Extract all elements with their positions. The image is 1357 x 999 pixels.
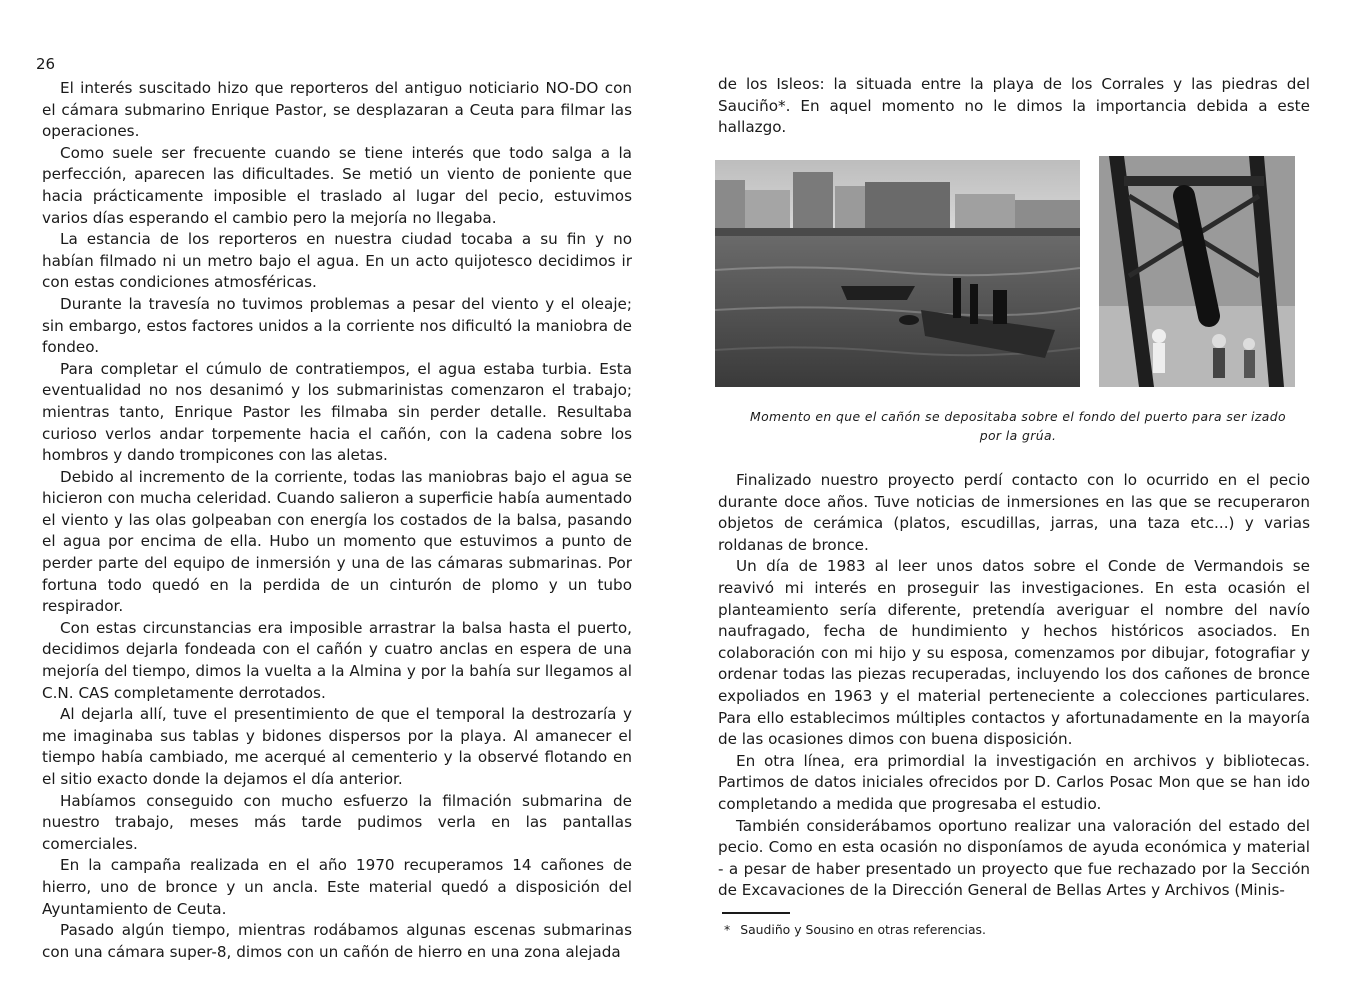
footnote-rule <box>722 912 790 914</box>
paragraph: Pasado algún tiempo, mientras rodábamos algunas escenas submarinas con una cámara super-8, dimos con un cañón de hierro en una zona alejada <box>42 921 632 961</box>
left-page <box>0 0 678 999</box>
harbor-photo <box>715 160 1080 387</box>
right-bottom-text <box>718 470 1310 902</box>
page-number: 26 <box>36 55 56 73</box>
footnote-mark: * <box>724 922 731 937</box>
paragraph: En otra línea, era primordial la investigación en archivos y bibliotecas. Partimos de datos iniciales ofrecidos por D. Carlos Posac Mon que se han ido completando a medida que progresaba el estudio. <box>718 751 1310 813</box>
right-top-text <box>718 74 1310 139</box>
right-page <box>678 0 1357 999</box>
paragraph: La estancia de los reporteros en nuestra ciudad tocaba a su fin y no habían filmado ni un metro bajo el agua. En un acto quijotesco decidimos ir con estas condiciones atmosféricas. <box>42 230 632 292</box>
footnote-text: Saudiño y Sousino en otras referencias. <box>740 922 986 937</box>
paragraph: Con estas circunstancias era imposible arrastrar la balsa hasta el puerto, decidimos dejarla fondeada con el cañón y cuatro anclas en espera de una mejoría del tiempo, dimos la vuelta a la Almina y por la bahía sur llegamos al C.N. CAS completamente derrotados. <box>42 618 632 702</box>
paragraph: Un día de 1983 al leer unos datos sobre el Conde de Vermandois se reavivó mi interés en proseguir las investigaciones. En esta ocasión el planteamiento sería diferente, pretendía averiguar el nombre del navío naufragado, fecha de hundimiento y hechos históricos asociados. En colaboración con mi hijo y su esposa, comenzamos por dibujar, fotografiar y ordenar todas las piezas recuperadas, incluyendo los dos cañones de bronce expoliados en 1963 y el material perteneciente a colecciones particulares. Para ello establecimos múltiples contactos y afortunadamente en la mayoría de las ocasiones dimos con buena disposición. <box>718 557 1310 749</box>
paragraph: Para completar el cúmulo de contratiempos, el agua estaba turbia. Esta eventualidad no nos desanimó y los submarinistas comenzaron el trabajo; mientras tanto, Enrique Pastor les filmaba sin perder detalle. Resultaba curioso verlos andar torpemente hacia el cañón, con la cadena sobre los hombros y dando trompicones con las aletas. <box>42 359 632 465</box>
paragraph: Al dejarla allí, tuve el presentimiento de que el temporal la destrozaría y me imaginaba sus tablas y bidones dispersos por la playa. Al amanecer el tiempo había cambiado, me acerqué al cementerio y la observé flotando en el sitio exacto donde la dejamos el día anterior. <box>42 705 632 788</box>
crane-photo <box>1099 156 1295 387</box>
paragraph: Durante la travesía no tuvimos problemas a pesar del viento y el oleaje; sin embargo, estos factores unidos a la corriente nos dificultó la maniobra de fondeo. <box>42 294 632 357</box>
paragraph: También considerábamos oportuno realizar una valoración del estado del pecio. Como en esta ocasión no disponíamos de ayuda económica y material - a pesar de haber presentado un proyecto que fue rechazado por la Sección de Excavaciones de la Dirección General de Bellas Artes y Archivos (Minis- <box>718 816 1310 900</box>
paragraph: En la campaña realizada en el año 1970 recuperamos 14 cañones de hierro, uno de bronce y un ancla. Este material quedó a disposición del Ayuntamiento de Ceuta. <box>42 856 632 918</box>
paragraph: Habíamos conseguido con mucho esfuerzo la filmación submarina de nuestro trabajo, meses más tarde pudimos verla en las pantallas comerciales. <box>42 791 632 853</box>
paragraph: Como suele ser frecuente cuando se tiene interés que todo salga a la perfección, aparecen las dificultades. Se metió un viento de poniente que hacia prácticamente imposible el traslado al lugar del pecio, estuvimos varios días esperando el cambio pero la mejoría no llegaba. <box>42 143 632 227</box>
photo-caption: Momento en que el cañón se depositaba sobre el fondo del puerto para ser izado por la grúa. <box>749 409 1287 443</box>
footnote <box>724 922 1284 937</box>
paragraph: Debido al incremento de la corriente, todas las maniobras bajo el agua se hicieron con mucha celeridad. Cuando salieron a superficie había aumentado el viento y las olas golpeaban con energía los costados de la balsa, pasando el agua por encima de ella. Hubo un momento que estuvimos a punto de perder parte del equipo de inmersión y una de las cámaras submarinas. Por fortuna todo quedó en la perdida de un cinturón de plomo y un tubo respirador. <box>42 467 632 616</box>
harbor-photo-image <box>715 160 1080 387</box>
crane-photo-image <box>1099 156 1295 387</box>
paragraph: El interés suscitado hizo que reporteros del antiguo noticiario NO-DO con el cámara submarino Enrique Pastor, se desplazaran a Ceuta para filmar las operaciones. <box>42 79 632 141</box>
paragraph: Finalizado nuestro proyecto perdí contacto con lo ocurrido en el pecio durante doce años. Tuve noticias de inmersiones en las que se recuperaron objetos de cerámica (platos, escudillas, jarras, una taza etc...) y varias roldanas de bronce. <box>718 471 1310 554</box>
left-column-text <box>42 78 632 963</box>
paragraph: de los Isleos: la situada entre la playa de los Corrales y las piedras del Sauciño*. En aquel momento no le dimos la importancia debida a este hallazgo. <box>718 75 1310 137</box>
